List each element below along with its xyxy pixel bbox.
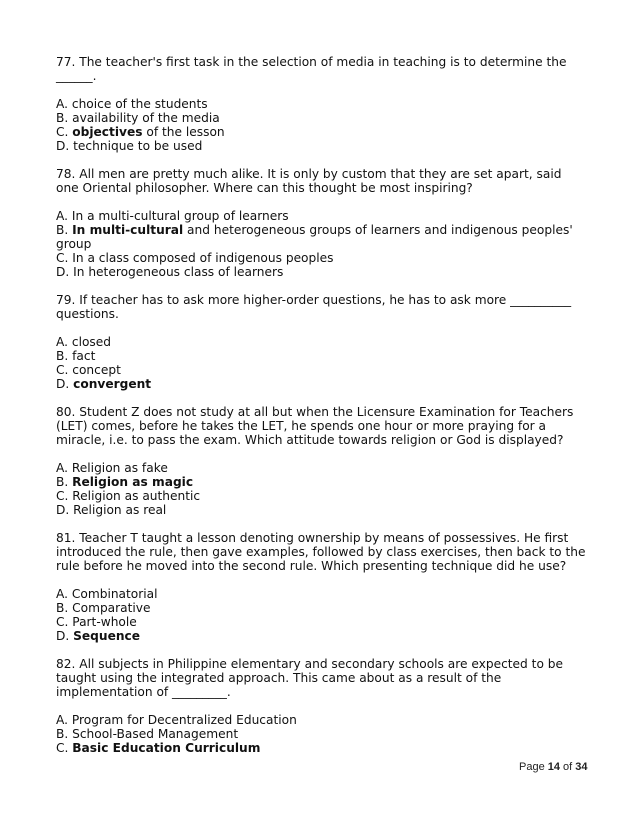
option-text: concept (72, 363, 121, 377)
question-block (56, 55, 586, 153)
answer-option (56, 335, 586, 349)
option-letter: B. (56, 601, 73, 615)
answer-option (56, 461, 586, 475)
question-text: 82. All subjects in Philippine elementary and secondary schools are expected to be taught using the integrated approach. This came about as a result of the implementation of _________. (56, 657, 564, 699)
option-text: fact (72, 349, 96, 363)
option-letter: D. (56, 377, 74, 391)
footer-prefix: Page (519, 761, 548, 773)
question-block (56, 405, 586, 517)
answer-option (56, 223, 586, 251)
option-letter: A. (56, 97, 72, 111)
footer-middle: of (560, 761, 576, 773)
correct-answer-text: Basic Education Curriculum (72, 741, 261, 755)
option-letter: D. (56, 629, 74, 643)
questions-container (56, 55, 586, 769)
option-letter: B. (56, 727, 73, 741)
answer-option (56, 601, 586, 615)
option-text: Part-whole (72, 615, 137, 629)
correct-answer-text: convergent (73, 377, 152, 391)
total-pages: 34 (575, 761, 588, 773)
answer-option (56, 251, 586, 265)
answer-option (56, 475, 586, 489)
question-text: 80. Student Z does not study at all but when the Licensure Examination for Teachers (LET) comes, before he takes the LET, he spends one hour or more praying for a miracle, i.e. to pass the exam. Which attitude towards religion or God is displayed? (56, 405, 574, 447)
question-text: 77. The teacher's first task in the selection of media in teaching is to determine the ______. (56, 55, 567, 83)
option-letter: B. (56, 475, 73, 489)
option-letter: B. (56, 349, 73, 363)
answer-option (56, 713, 586, 727)
option-letter: A. (56, 209, 72, 223)
current-page: 14 (547, 761, 560, 773)
answer-option (56, 503, 586, 517)
option-text: closed (71, 335, 112, 349)
question-text: 78. All men are pretty much alike. It is only by custom that they are set apart, said one Oriental philosopher. Where can this thought be most inspiring? (56, 167, 562, 195)
answer-option (56, 139, 586, 153)
option-text: Combinatorial (71, 587, 158, 601)
answer-option (56, 349, 586, 363)
correct-answer-text: In multi-cultural (72, 223, 184, 237)
option-text: and heterogeneous groups of learners and indigenous peoples' group (56, 223, 573, 251)
question-block (56, 657, 586, 755)
question-block (56, 293, 586, 391)
answer-option (56, 265, 586, 279)
answer-option (56, 489, 586, 503)
option-letter: D. (56, 139, 74, 153)
option-letter: D. (56, 503, 74, 517)
answer-option (56, 125, 586, 139)
answer-option (56, 629, 586, 643)
answer-option (56, 615, 586, 629)
option-text: Religion as real (73, 503, 167, 517)
option-letter: A. (56, 713, 72, 727)
option-text: Religion as authentic (72, 489, 201, 503)
answer-option (56, 741, 586, 755)
option-letter: C. (56, 489, 73, 503)
question-block (56, 167, 586, 279)
answer-option (56, 363, 586, 377)
option-text: In heterogeneous class of learners (73, 265, 284, 279)
option-letter: A. (56, 587, 72, 601)
answer-option (56, 111, 586, 125)
option-letter: C. (56, 741, 73, 755)
option-text: Program for Decentralized Education (71, 713, 297, 727)
option-text: availability of the media (72, 111, 220, 125)
option-letter: A. (56, 461, 72, 475)
option-text: technique to be used (73, 139, 203, 153)
option-text: In a class composed of indigenous peoples (72, 251, 334, 265)
answer-option (56, 209, 586, 223)
question-text: 81. Teacher T taught a lesson denoting ownership by means of possessives. He first introduced the rule, then gave examples, followed by class exercises, then back to the rule before he moved into the second rule. Which presenting technique did he use? (56, 531, 586, 573)
correct-answer-text: objectives (72, 125, 143, 139)
question-text: 79. If teacher has to ask more higher-order questions, he has to ask more __________ questions. (56, 293, 572, 321)
option-letter: D. (56, 265, 74, 279)
option-text: choice of the students (71, 97, 208, 111)
answer-option (56, 97, 586, 111)
option-letter: C. (56, 363, 73, 377)
option-letter: C. (56, 125, 73, 139)
answer-option (56, 587, 586, 601)
option-text: In a multi-cultural group of learners (71, 209, 289, 223)
option-text: of the lesson (142, 125, 225, 139)
option-text: School-Based Management (72, 727, 239, 741)
option-letter: A. (56, 335, 72, 349)
option-text: Religion as fake (71, 461, 168, 475)
option-letter: B. (56, 111, 73, 125)
correct-answer-text: Sequence (73, 629, 141, 643)
option-letter: C. (56, 615, 73, 629)
option-letter: B. (56, 223, 73, 237)
option-text: Comparative (72, 601, 151, 615)
answer-option (56, 727, 586, 741)
correct-answer-text: Religion as magic (72, 475, 194, 489)
page-footer (519, 761, 588, 773)
answer-option (56, 377, 586, 391)
option-letter: C. (56, 251, 73, 265)
question-block (56, 531, 586, 643)
